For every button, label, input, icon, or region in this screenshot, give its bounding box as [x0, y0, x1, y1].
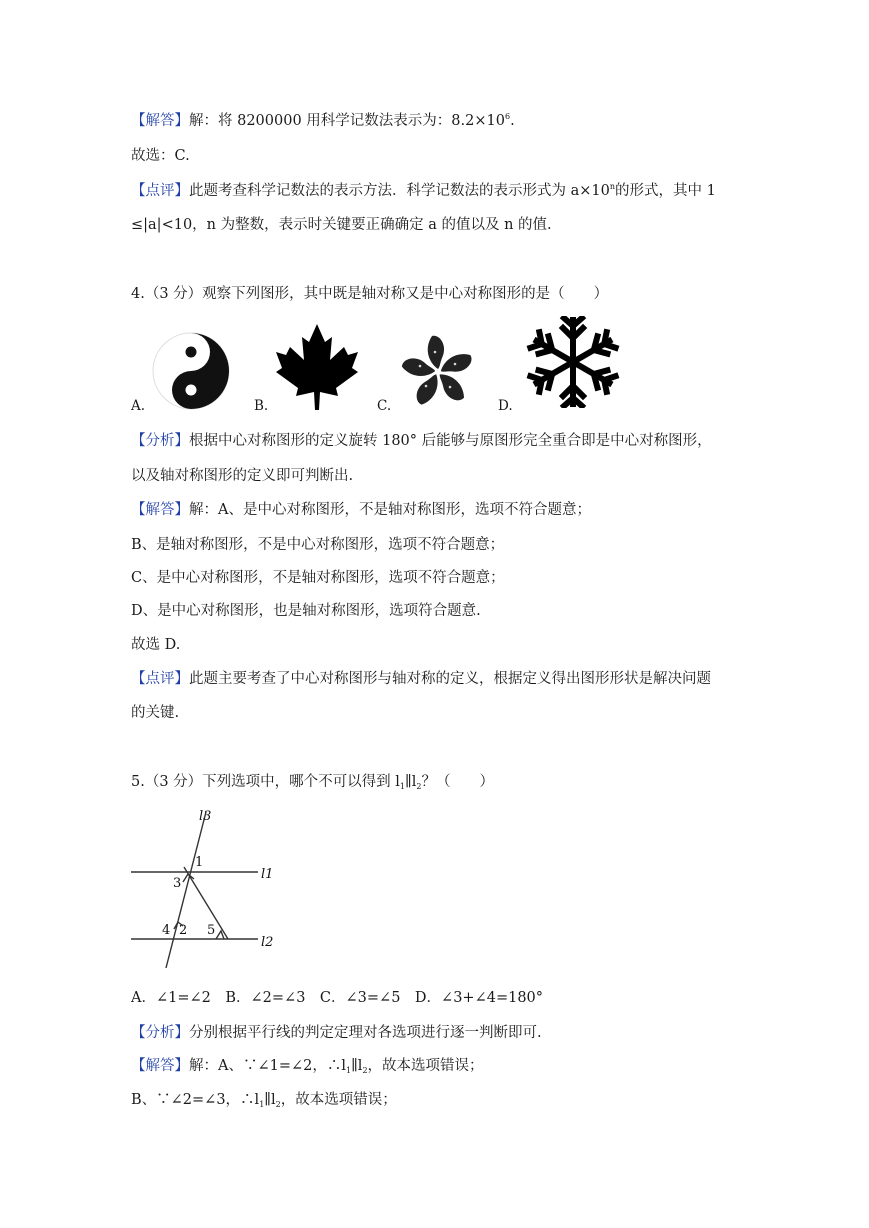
q3-answer-end: .: [510, 113, 515, 129]
q3-comment-line1: [131, 181, 716, 201]
q4-option-b-label: B.: [254, 398, 269, 414]
comment-tag: 【点评】: [131, 183, 189, 199]
q5-answer2-sub1: 1: [259, 1100, 265, 1109]
angle-label-1: 1: [195, 855, 204, 870]
q5-stem-end: ？（ ）: [421, 774, 494, 790]
angle-label-4: 4: [162, 923, 171, 938]
angle-label-5: 5: [207, 923, 216, 938]
q4-comment-text: 此题主要考查了中心对称图形与轴对称的定义，根据定义得出图形形状是解决问题: [189, 671, 711, 687]
q3-comment-line2: ≤|a|<10，n 为整数，表示时关键要正确确定 a 的值以及 n 的值.: [131, 217, 552, 233]
q4-option-a-label: A.: [131, 398, 146, 414]
label-l1: l1: [261, 867, 274, 882]
snowflake-icon: [524, 316, 622, 408]
q4-comment-line2: 的关键.: [131, 705, 180, 721]
q4-choice: 故选 D.: [131, 637, 181, 653]
q5-analysis: [131, 1023, 542, 1043]
maple-leaf-icon: [272, 322, 362, 412]
q4-comment-line1: [131, 669, 711, 689]
q4-answer-line1: [131, 500, 591, 520]
label-l2: l2: [261, 935, 274, 950]
q4-analysis-text: 根据中心对称图形的定义旋转 180° 后能够与原图形完全重合即是中心对称图形，: [189, 433, 712, 449]
answer-tag: 【解答】: [131, 1058, 189, 1074]
analysis-tag: 【分析】: [131, 433, 189, 449]
q3-answer-line: [131, 111, 515, 131]
q4-answer-line2: B、是轴对称图形，不是中心对称图形，选项不符合题意；: [131, 537, 505, 553]
q5-answer2-text: B、∵∠2=∠3，∴l: [131, 1092, 260, 1108]
q5-answer2-parallel: ∥l: [264, 1092, 276, 1108]
angle-label-2: 2: [179, 923, 188, 938]
q5-answer-line1: [131, 1056, 484, 1076]
q3-choice: 故选：C.: [131, 148, 190, 164]
label-l3: l3: [199, 809, 212, 824]
q3-answer-exponent: 6: [504, 112, 511, 121]
q5-answer-line2: [131, 1090, 397, 1110]
q3-comment-text-end: 的形式，其中 1: [615, 183, 716, 199]
q3-comment-exponent: n: [609, 182, 616, 191]
answer-tag: 【解答】: [131, 113, 189, 129]
bauhinia-flower-icon: [395, 332, 481, 412]
q4-stem: 4.（3 分）观察下列图形，其中既是轴对称又是中心对称图形的是（ ）: [131, 286, 609, 302]
q5-stem-sub1: 1: [399, 782, 406, 791]
q5-answer2-end: ，故本选项错误；: [280, 1092, 397, 1108]
answer-tag: 【解答】: [131, 502, 189, 518]
q5-analysis-text: 分别根据平行线的判定定理对各选项进行逐一判断即可.: [189, 1025, 542, 1041]
q5-answer-end: ，故本选项错误；: [367, 1058, 484, 1074]
q5-stem-parallel: ∥l: [405, 774, 417, 790]
comment-tag: 【点评】: [131, 671, 189, 687]
yin-yang-icon: [150, 330, 232, 412]
q5-answer2-sub2: 2: [275, 1100, 281, 1109]
parallel-lines-figure: [128, 800, 288, 972]
q4-answer-text: 解：A、是中心对称图形，不是轴对称图形，选项不符合题意；: [189, 502, 591, 518]
analysis-tag: 【分析】: [131, 1025, 189, 1041]
q3-answer-text: 解：将 8200000 用科学记数法表示为：8.2×10: [189, 113, 505, 129]
q4-analysis-line1: [131, 431, 712, 451]
q4-analysis-line2: 以及轴对称图形的定义即可判断出.: [131, 468, 354, 484]
q5-options: A．∠1=∠2 B．∠2=∠3 C．∠3=∠5 D．∠3+∠4=180°: [131, 990, 544, 1006]
q3-comment-text: 此题考查科学记数法的表示方法．科学记数法的表示形式为 a×10: [189, 183, 610, 199]
q5-answer-sub1: 1: [346, 1066, 352, 1075]
q4-option-c-label: C.: [377, 398, 392, 414]
q5-stem: [131, 772, 494, 792]
q5-answer-sub2: 2: [362, 1066, 368, 1075]
q4-answer-line4: D、是中心对称图形，也是轴对称图形，选项符合题意.: [131, 603, 481, 619]
q5-answer-text: 解：A、∵∠1=∠2，∴l: [189, 1058, 347, 1074]
q4-answer-line3: C、是中心对称图形，不是轴对称图形，选项不符合题意；: [131, 570, 505, 586]
angle-label-3: 3: [173, 876, 182, 891]
q5-answer-parallel: ∥l: [351, 1058, 363, 1074]
q4-option-d-label: D.: [498, 398, 513, 414]
q5-stem-sub2: 2: [416, 782, 422, 791]
q5-stem-text: 5.（3 分）下列选项中，哪个不可以得到 l: [131, 774, 400, 790]
